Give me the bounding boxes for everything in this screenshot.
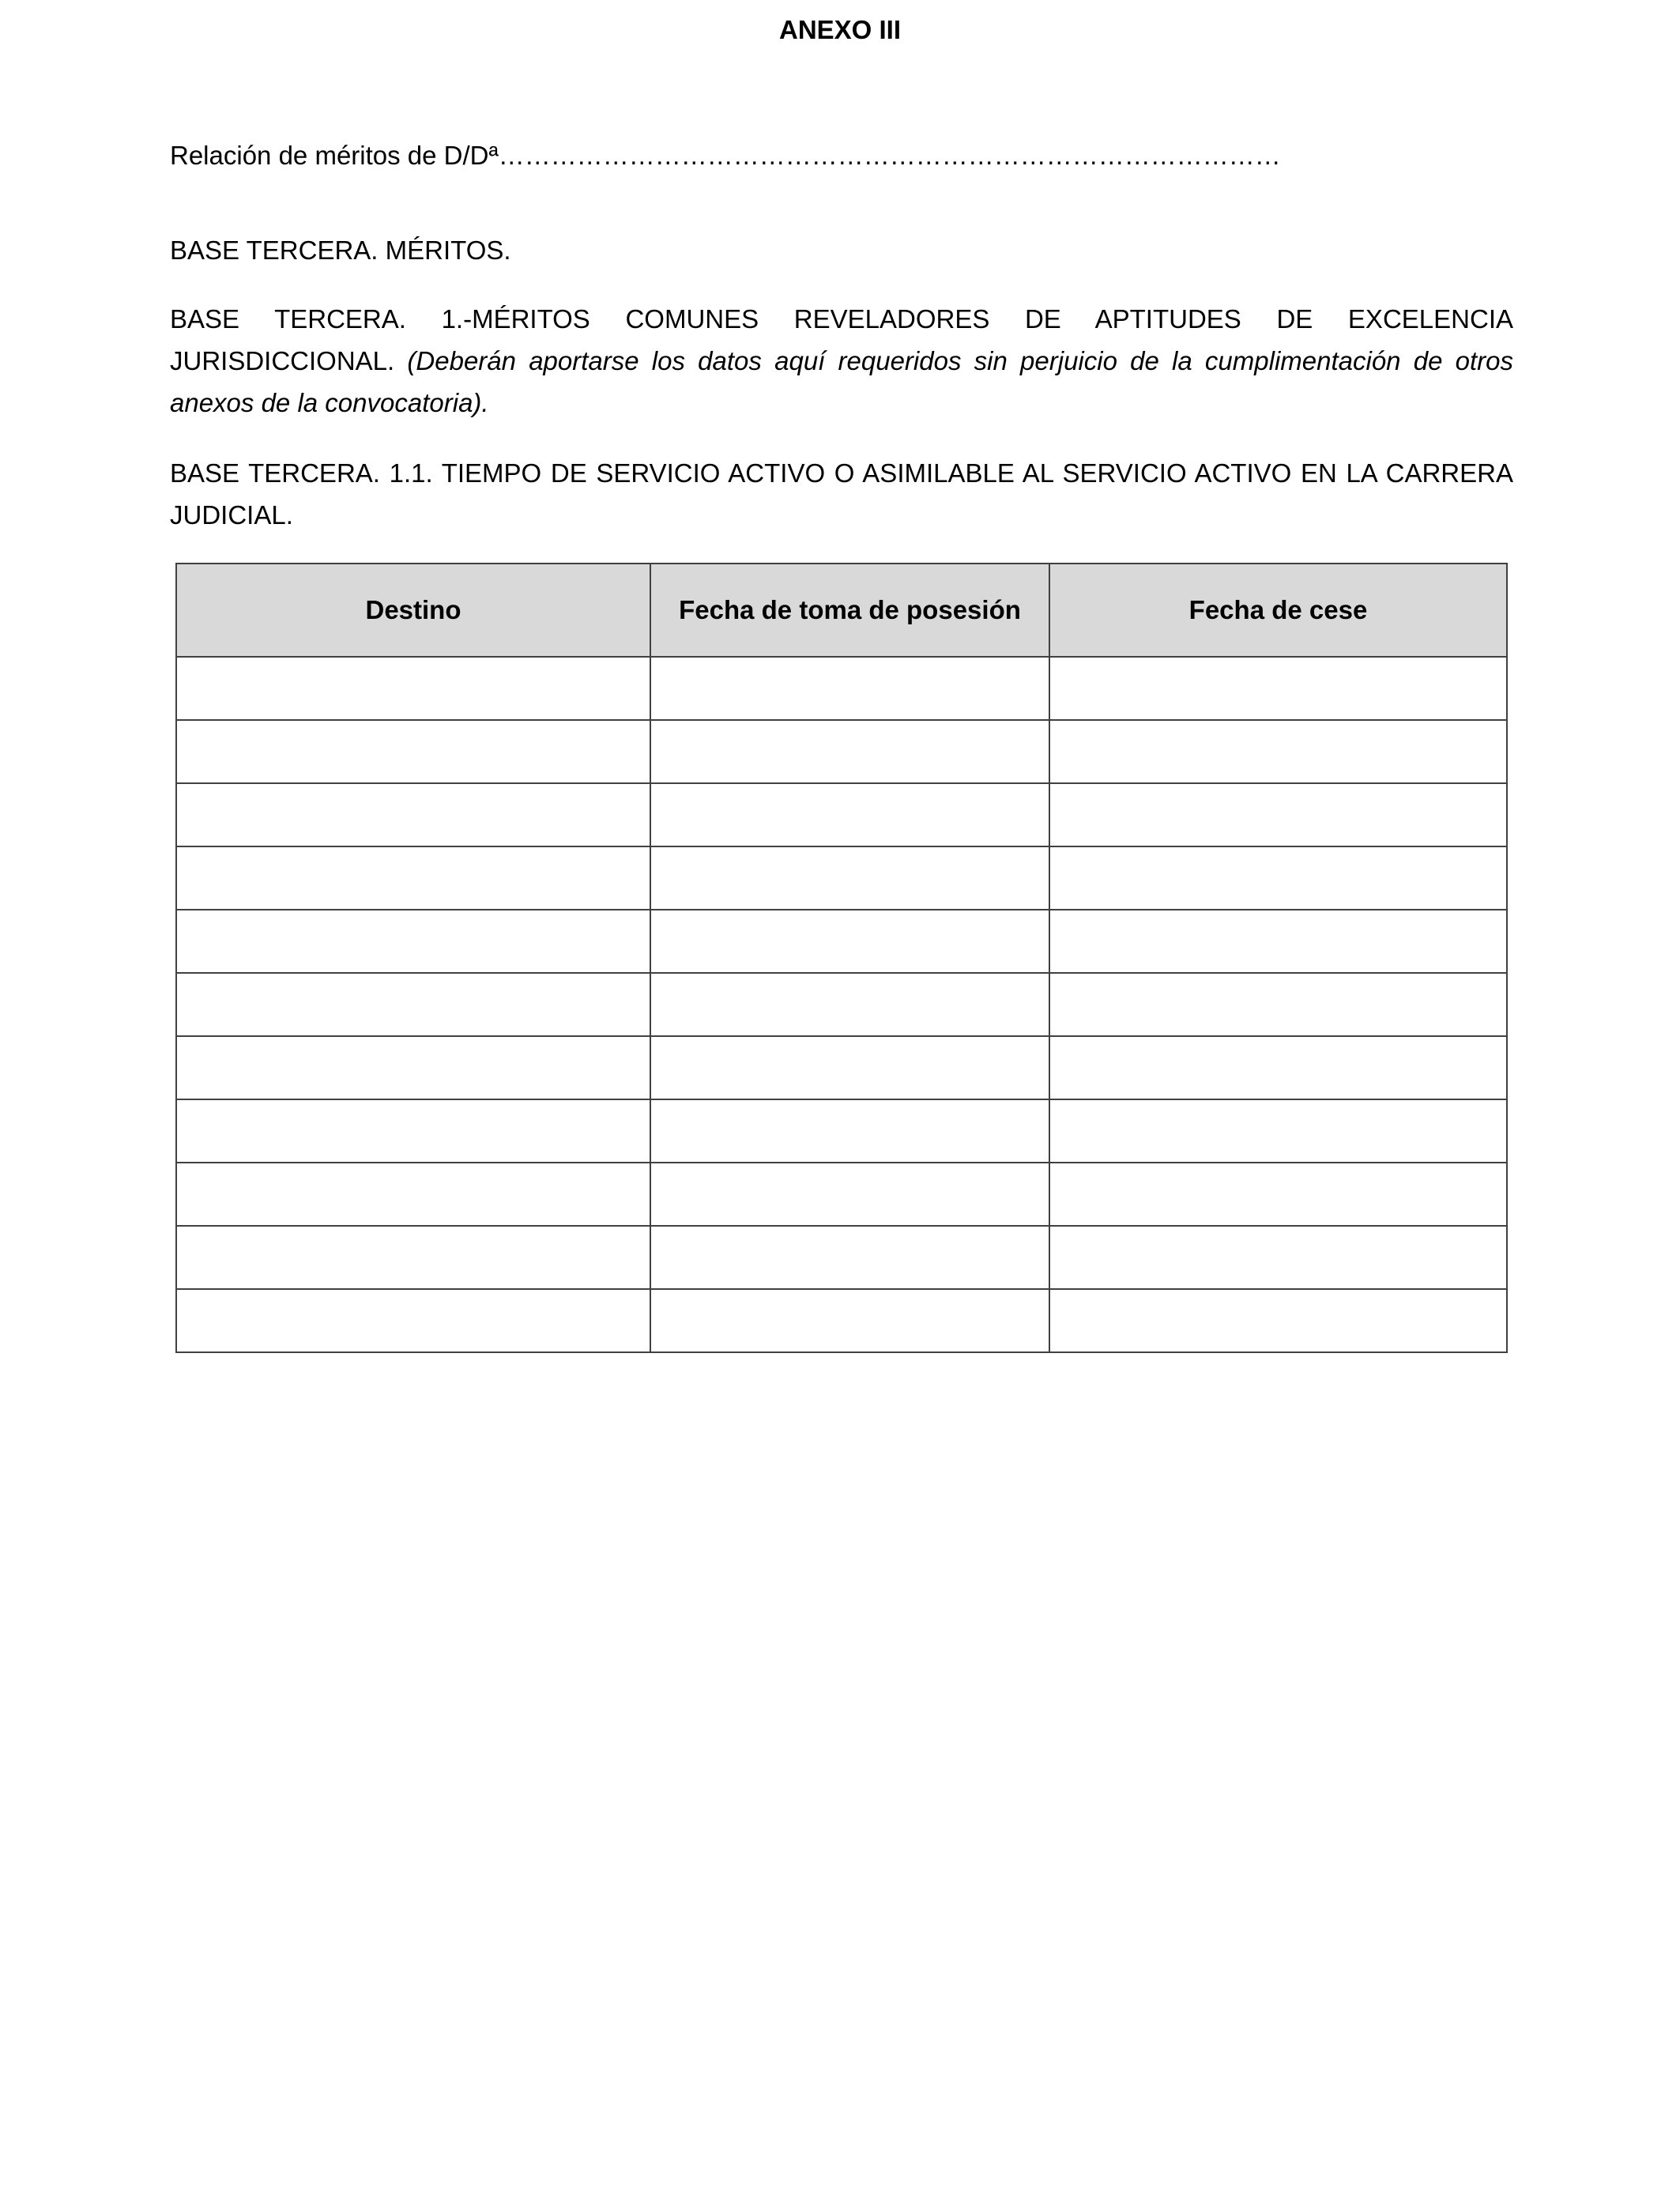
page-title: ANEXO III bbox=[778, 15, 902, 44]
table-row bbox=[176, 1036, 1507, 1099]
cell-destino[interactable] bbox=[176, 720, 650, 783]
relacion-line bbox=[170, 134, 1513, 176]
cell-destino[interactable] bbox=[176, 1036, 650, 1099]
header-destino: Destino bbox=[176, 564, 650, 657]
cell-destino[interactable] bbox=[176, 1226, 650, 1289]
table-row bbox=[176, 1163, 1507, 1226]
table-row bbox=[176, 1226, 1507, 1289]
table-row bbox=[176, 910, 1507, 973]
cell-fecha-cese[interactable] bbox=[1049, 1226, 1507, 1289]
cell-destino[interactable] bbox=[176, 1289, 650, 1352]
table-row bbox=[176, 973, 1507, 1036]
table-header-row bbox=[176, 564, 1507, 657]
cell-fecha-cese[interactable] bbox=[1049, 783, 1507, 846]
cell-fecha-toma[interactable] bbox=[650, 1289, 1049, 1352]
cell-fecha-cese[interactable] bbox=[1049, 973, 1507, 1036]
cell-fecha-toma[interactable] bbox=[650, 1099, 1049, 1163]
cell-fecha-cese[interactable] bbox=[1049, 846, 1507, 910]
table-row bbox=[176, 720, 1507, 783]
comunes-text: BASE TERCERA. 1.-MÉRITOS COMUNES REVELADORES DE APTITUDES DE EXCELENCIA JURISDICCIONAL. bbox=[170, 304, 1513, 375]
header-fecha-cese: Fecha de cese bbox=[1049, 564, 1507, 657]
cell-fecha-toma[interactable] bbox=[650, 973, 1049, 1036]
table-row bbox=[176, 783, 1507, 846]
cell-destino[interactable] bbox=[176, 783, 650, 846]
table-row bbox=[176, 846, 1507, 910]
cell-destino[interactable] bbox=[176, 973, 650, 1036]
comunes-paragraph bbox=[170, 298, 1513, 424]
cell-fecha-toma[interactable] bbox=[650, 720, 1049, 783]
cell-destino[interactable] bbox=[176, 1099, 650, 1163]
cell-fecha-cese[interactable] bbox=[1049, 1099, 1507, 1163]
merits-table bbox=[175, 563, 1508, 1353]
table-row bbox=[176, 657, 1507, 720]
cell-fecha-cese[interactable] bbox=[1049, 1289, 1507, 1352]
cell-fecha-cese[interactable] bbox=[1049, 657, 1507, 720]
cell-destino[interactable] bbox=[176, 657, 650, 720]
cell-fecha-toma[interactable] bbox=[650, 846, 1049, 910]
cell-destino[interactable] bbox=[176, 910, 650, 973]
table-body bbox=[176, 657, 1507, 1352]
cell-fecha-toma[interactable] bbox=[650, 1163, 1049, 1226]
relacion-label: Relación de méritos de D/Dª bbox=[170, 141, 499, 170]
table-row bbox=[176, 1289, 1507, 1352]
cell-fecha-cese[interactable] bbox=[1049, 720, 1507, 783]
cell-fecha-cese[interactable] bbox=[1049, 1036, 1507, 1099]
table-row bbox=[176, 1099, 1507, 1163]
relacion-fill-dots[interactable]: ……………………………………………………………………………… bbox=[498, 141, 1281, 170]
cell-fecha-cese[interactable] bbox=[1049, 910, 1507, 973]
cell-fecha-cese[interactable] bbox=[1049, 1163, 1507, 1226]
cell-destino[interactable] bbox=[176, 846, 650, 910]
cell-fecha-toma[interactable] bbox=[650, 1226, 1049, 1289]
cell-fecha-toma[interactable] bbox=[650, 657, 1049, 720]
cell-fecha-toma[interactable] bbox=[650, 783, 1049, 846]
cell-destino[interactable] bbox=[176, 1163, 650, 1226]
comunes-note: (Deberán aportarse los datos aquí requeridos sin perjuicio de la cumplimentación de otros anexos de la convocatoria). bbox=[170, 346, 1513, 417]
cell-fecha-toma[interactable] bbox=[650, 910, 1049, 973]
cell-fecha-toma[interactable] bbox=[650, 1036, 1049, 1099]
section-heading: BASE TERCERA. MÉRITOS. bbox=[170, 236, 511, 265]
tiempo-paragraph: BASE TERCERA. 1.1. TIEMPO DE SERVICIO ACTIVO O ASIMILABLE AL SERVICIO ACTIVO EN LA CARRERA JUDICIAL. bbox=[170, 458, 1513, 530]
header-fecha-toma: Fecha de toma de posesión bbox=[650, 564, 1049, 657]
